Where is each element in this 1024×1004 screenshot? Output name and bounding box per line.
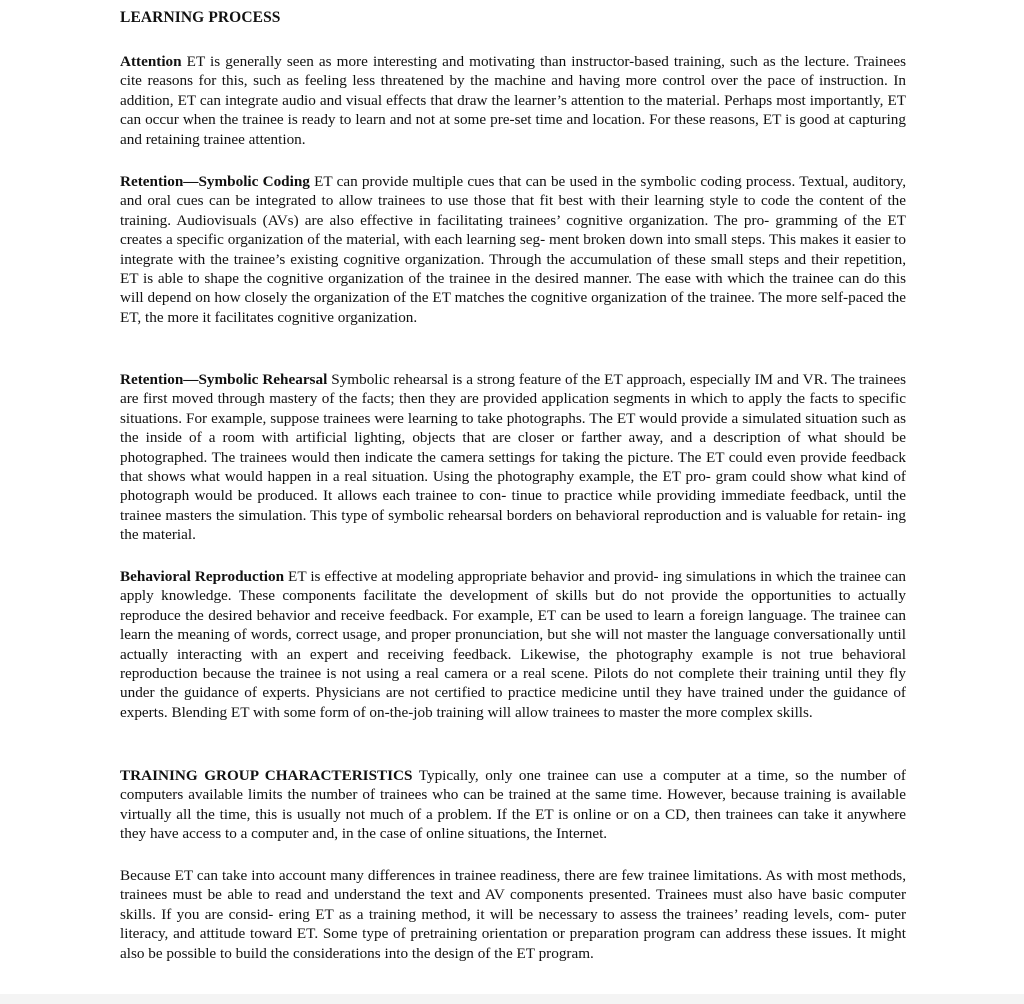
paragraph-body: ET is effective at modeling appropriate behavior and provid- ing simulations in which the trainee can apply knowledge. These components facilitate the development of skills but do not provide the opportunities to actually reproduce the desired behavior and receive feedback. For example, ET can be used to learn a foreign language. The trainee can learn the meaning of words, correct usage, and proper pronunciation, but she will not master the language conversationally until actually interacting with an expert and receiving feedback. Likewise, the photography example is not true behavioral reproduction because the trainee is not using a real camera or a real scene. Pilots do not complete their training until they fly under the guidance of experts. Physicians are not certified to practice medicine until they have trained under the guidance of experts. Blending ET with some form of on-the-job training will allow trainees to master the more complex skills.	[120, 568, 906, 721]
paragraph-body: Typically, only one trainee can use a computer at a time, so the number of computers available limits the number of trainees who can be trained at the same time. However, because training is available virtually all the time, this is usually not much of a problem. If the ET is online or on a CD, then trainees can take it anywhere they have access to a computer and, in the case of online situations, the Internet.	[120, 767, 906, 843]
paragraph-lead: Behavioral Reproduction	[120, 568, 285, 585]
paragraph-body: Symbolic rehearsal is a strong feature of the ET approach, especially IM and VR. The trainees are first moved through mastery of the facts; then they are provided application segments in which to apply the facts to specific situations. For example, suppose trainees were learning to take photographs. The ET would provide a simulated situation such as the inside of a room with artificial lighting, objects that are closer or farther away, and a description of what should be photographed. The trainees would then indicate the camera settings for taking the picture. The ET could even provide feedback that shows what would happen in a real situation. Using the photography example, the ET pro- gram could show what kind of photograph would be produced. It allows each trainee to con- tinue to practice while providing immediate feedback, until the trainee masters the simulation. This type of symbolic rehearsal borders on behavioral reproduction and is valuable for retain- ing the material.	[120, 371, 907, 544]
paragraph-behavioral-reproduction	[120, 567, 906, 722]
page-bottom-edge	[0, 994, 1024, 1004]
paragraph-lead: Retention—Symbolic Rehearsal	[120, 371, 328, 388]
paragraph-symbolic-coding	[120, 172, 906, 327]
paragraph-body: Because ET can take into account many differences in trainee readiness, there are few trainee limitations. As with most methods, trainees must be able to read and understand the text and AV components presented. Trainees must also have basic computer skills. If you are consid- ering ET as a training method, it will be necessary to assess the trainees’ reading levels, com- puter literacy, and attitude toward ET. Some type of pretraining orientation or preparation program can address these issues. It might also be possible to build the considerations into the design of the ET program.	[120, 867, 906, 962]
paragraph-body: ET is generally seen as more interesting and motivating than instructor-based training, such as the lecture. Trainees cite reasons for this, such as feeling less threatened by the machine and having more control over the pace of instruction. In addition, ET can integrate audio and visual effects that draw the learner’s attention to the material. Perhaps most importantly, ET can occur when the trainee is ready to learn and not at some pre-set time and location. For these reasons, ET is good at capturing and retaining trainee attention.	[120, 53, 906, 148]
paragraph-lead: Attention	[120, 53, 182, 70]
paragraph-body: ET can provide multiple cues that can be used in the symbolic coding process. Textual, auditory, and oral cues can be integrated to allow trainees to use those that fit best with their learning style to code the content of the training. Audiovisuals (AVs) are also effective in facilitating trainees’ cognitive organization. The pro- gramming of the ET creates a specific organization of the material, with each learning seg- ment broken down into small steps. This makes it easier to integrate with the trainee’s existing cognitive organization. Through the accumulation of these small steps and their repetition, ET is able to shape the cognitive organization of the trainee in the desired manner. The ease with which the trainee can do this will depend on how closely the organization of the ET matches the cognitive organization of the trainee. The more self-paced the ET, the more it facilitates cognitive organization.	[120, 173, 906, 326]
section-heading: LEARNING PROCESS	[120, 9, 281, 26]
paragraph-attention	[120, 52, 906, 149]
paragraph-symbolic-rehearsal	[120, 370, 906, 545]
paragraph-lead: TRAINING GROUP CHARACTERISTICS	[120, 767, 413, 784]
paragraph-lead: Retention—Symbolic Coding	[120, 173, 310, 190]
paragraph-training-group	[120, 766, 906, 844]
paragraph-trainee-readiness	[120, 866, 906, 963]
